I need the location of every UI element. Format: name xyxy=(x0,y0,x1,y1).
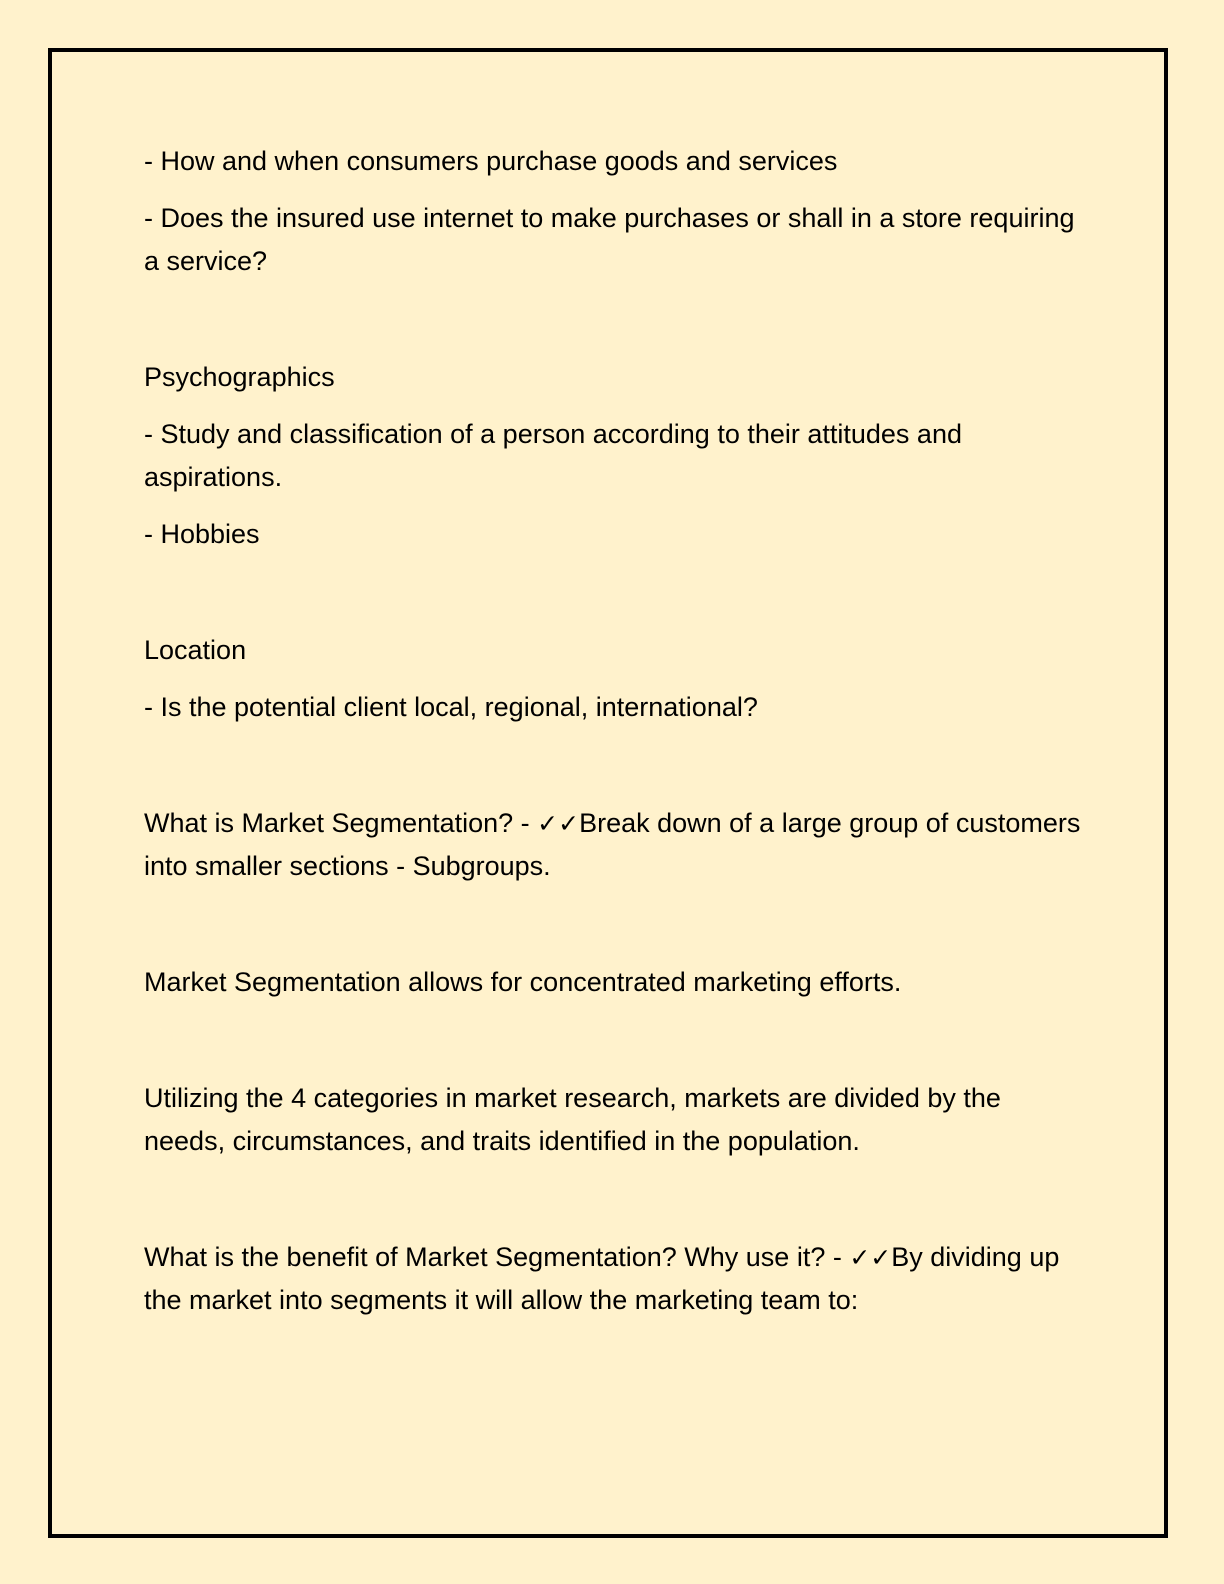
benefit-question xyxy=(144,1236,1084,1322)
double-check-icon: ✓✓ xyxy=(537,809,580,838)
benefit-question-text: What is the benefit of Market Segmentation? Why use it? - xyxy=(144,1242,850,1272)
segmentation-focus-line: Market Segmentation allows for concentrated marketing efforts. xyxy=(144,967,902,997)
behavior-line-purchase: - How and when consumers purchase goods and services xyxy=(144,146,838,176)
segmentation-question-text: What is Market Segmentation? - xyxy=(144,808,538,838)
segmentation-categories-line: Utilizing the 4 categories in market research, markets are divided by the needs, circumstances, and traits identified in the population. xyxy=(144,1083,1001,1156)
segmentation-answer-text: Break down of a large group of customers into smaller sections - Subgroups. xyxy=(144,808,1081,881)
location-heading: Location xyxy=(144,635,247,665)
benefit-answer-text: By dividing up the market into segments it will allow the marketing team to: xyxy=(144,1242,1060,1315)
behavior-line-internet: - Does the insured use internet to make purchases or shall in a store requiring a service? xyxy=(144,203,1075,276)
double-check-icon: ✓✓ xyxy=(849,1243,892,1272)
psychographics-line-attitudes: - Study and classification of a person according to their attitudes and aspirations. xyxy=(144,419,962,492)
psychographics-heading: Psychographics xyxy=(144,362,335,392)
segmentation-question xyxy=(144,802,1084,888)
psychographics-line-hobbies: - Hobbies xyxy=(144,519,260,549)
location-line-client: - Is the potential client local, regional, international? xyxy=(144,692,758,722)
document-body xyxy=(144,140,1084,1322)
